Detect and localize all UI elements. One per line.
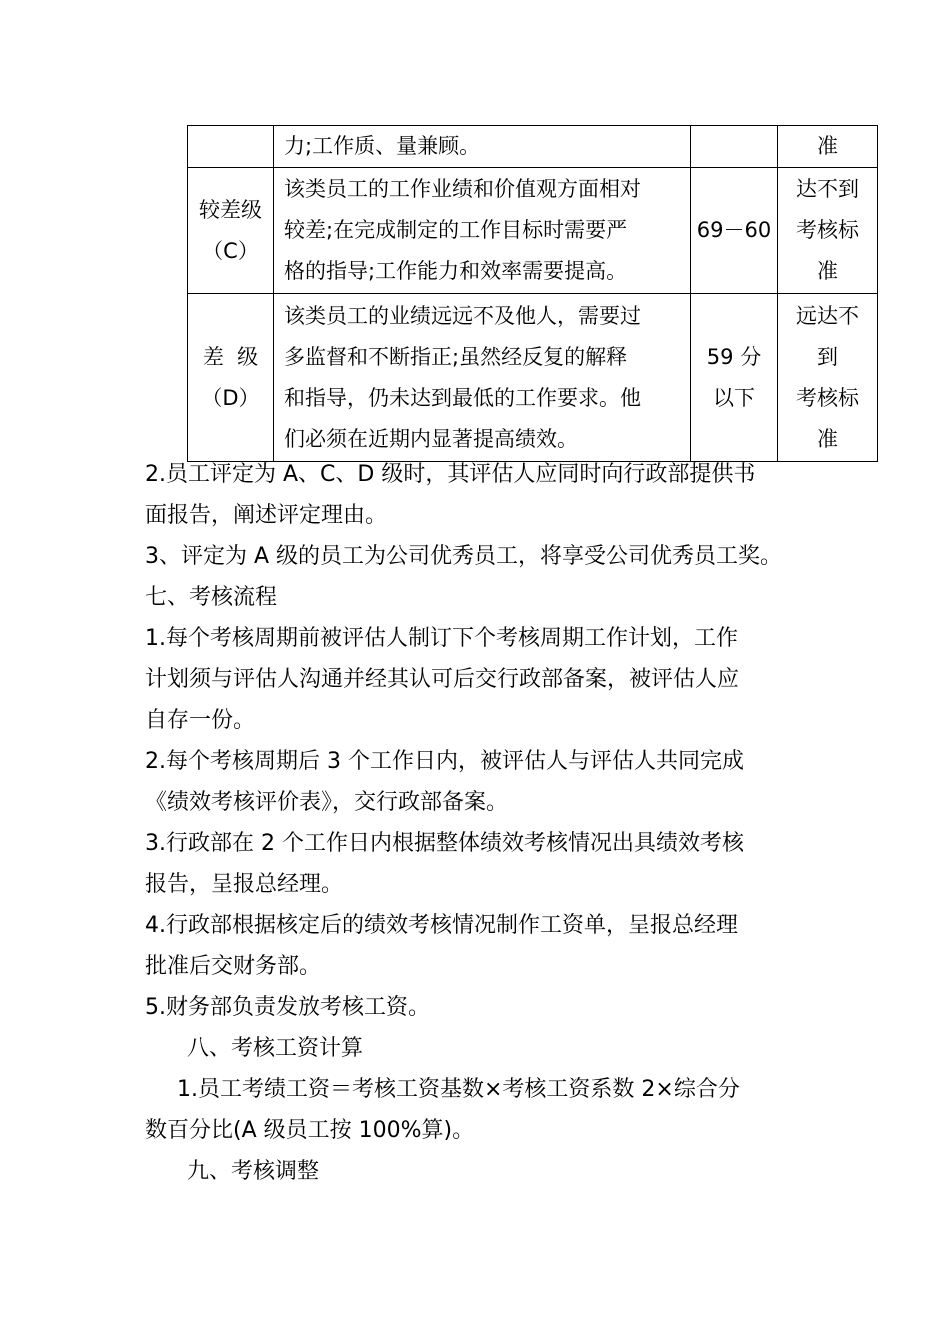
description-line: 多监督和不断指正;虽然经反复的解释 <box>284 344 628 369</box>
description-line: 该类员工的业绩远远不及他人，需要过 <box>284 303 641 328</box>
paragraph-line: 批准后交财务部。 <box>145 954 322 979</box>
score-cell <box>691 294 778 462</box>
description-cell <box>274 168 691 294</box>
standard-cell <box>778 126 878 168</box>
standard-line: 考核标 <box>796 385 859 410</box>
description-cell <box>274 294 691 462</box>
description-line: 力;工作质、量兼顾。 <box>284 134 481 158</box>
section-heading: 七、考核流程 <box>145 585 278 610</box>
standard-line: 准 <box>817 426 838 451</box>
paragraph-line: 4.行政部根据核定后的绩效考核情况制作工资单，呈报总经理 <box>145 913 738 938</box>
description-line: 和指导，仍未达到最低的工作要求。他 <box>284 385 641 410</box>
table-row <box>188 294 878 462</box>
paragraph-line: 2.每个考核周期后 3 个工作日内，被评估人与评估人共同完成 <box>145 749 744 774</box>
description-line: 较差;在完成制定的工作目标时需要严 <box>284 218 628 242</box>
grade-code: （C） <box>202 238 259 263</box>
description-line: 格的指导;工作能力和效率需要提高。 <box>284 259 628 283</box>
score-line: 以下 <box>713 385 755 410</box>
section-heading: 八、考核工资计算 <box>187 1036 364 1061</box>
score-line: 59 分 <box>706 344 762 369</box>
standard-line: 准 <box>817 134 838 158</box>
section-heading: 九、考核调整 <box>187 1159 320 1184</box>
paragraph-line: 3、评定为 A 级的员工为公司优秀员工，将享受公司优秀员工奖。 <box>145 544 783 569</box>
standard-line: 远达不 <box>796 303 859 328</box>
standard-line: 到 <box>817 344 838 369</box>
paragraph-line: 自存一份。 <box>145 708 256 733</box>
paragraph-line: 面报告，阐述评定理由。 <box>145 503 388 528</box>
paragraph-line: 数百分比(A 级员工按 100%算)。 <box>145 1118 475 1143</box>
grade-code: （D） <box>201 385 260 410</box>
score-cell <box>691 126 778 168</box>
grade-cell <box>188 294 274 462</box>
grade-label: 差 级 <box>202 344 259 369</box>
standard-line: 达不到 <box>796 177 859 201</box>
standard-cell <box>778 168 878 294</box>
table-row <box>188 126 878 168</box>
score-line: 69－60 <box>696 218 772 242</box>
paragraph-line: 1.每个考核周期前被评估人制订下个考核周期工作计划，工作 <box>145 626 738 651</box>
paragraph-line: 报告，呈报总经理。 <box>145 872 344 897</box>
grade-cell <box>188 126 274 168</box>
description-line: 们必须在近期内显著提高绩效。 <box>284 426 578 451</box>
paragraph-line: 5.财务部负责发放考核工资。 <box>145 995 430 1020</box>
standard-line: 考核标 <box>796 218 859 242</box>
score-cell <box>691 168 778 294</box>
grade-label: 较差级 <box>199 197 262 222</box>
grade-cell <box>188 168 274 294</box>
standard-cell <box>778 294 878 462</box>
paragraph-line: 2.员工评定为 A、C、D 级时，其评估人应同时向行政部提供书 <box>145 462 756 487</box>
grade-table <box>187 125 878 462</box>
paragraph-line: 1.员工考绩工资＝考核工资基数×考核工资系数 2×综合分 <box>177 1077 740 1102</box>
standard-line: 准 <box>817 259 838 283</box>
paragraph-line: 《绩效考核评价表》，交行政部备案。 <box>145 790 509 815</box>
paragraph-line: 计划须与评估人沟通并经其认可后交行政部备案，被评估人应 <box>145 667 740 692</box>
description-cell <box>274 126 691 168</box>
table-row <box>188 168 878 294</box>
paragraph-line: 3.行政部在 2 个工作日内根据整体绩效考核情况出具绩效考核 <box>145 831 744 856</box>
description-line: 该类员工的工作业绩和价值观方面相对 <box>284 177 641 201</box>
